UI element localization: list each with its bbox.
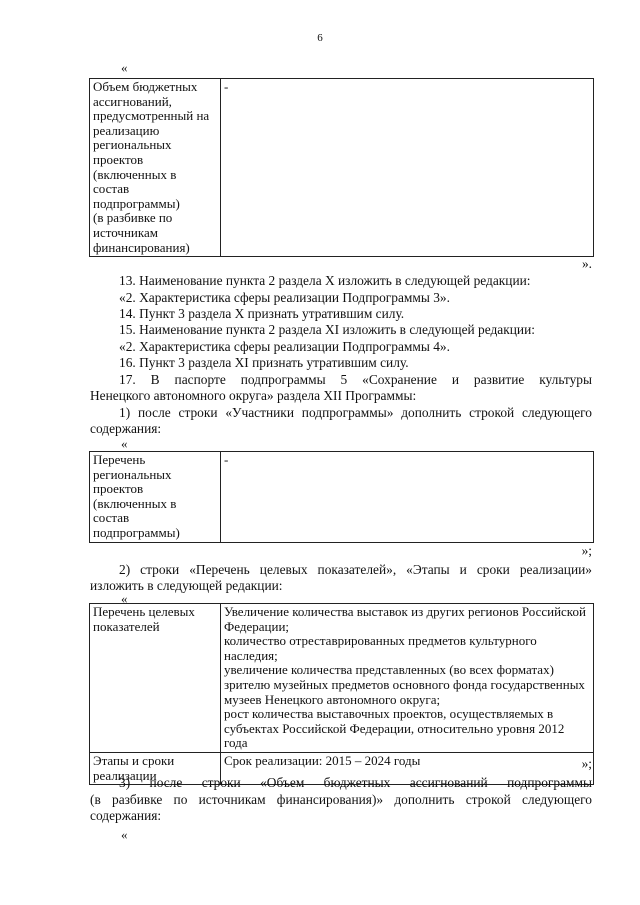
paragraph-14: 14. Пункт 3 раздела X признать утратившим силу.	[119, 306, 405, 321]
table1-right-cell: -	[221, 79, 594, 257]
table1-line: реализацию	[93, 122, 160, 138]
paragraph-13: 13. Наименование пункта 2 раздела X изложить в следующей редакции:	[119, 273, 531, 288]
table1-line: подпрограммы)	[93, 195, 180, 211]
table3-row1-left-cell	[90, 604, 221, 753]
table1-line: ассигнований,	[93, 93, 172, 109]
table3-line: Перечень целевых	[93, 604, 195, 619]
table2-line: (включенных в	[93, 495, 177, 511]
item-3-line1: 3) после строки «Объем бюджетных ассигнований подпрограммы	[119, 775, 592, 790]
table2-line: состав	[93, 510, 130, 526]
item-1-line1: 1) после строки «Участники подпрограммы» дополнить строкой следующего	[119, 405, 592, 420]
table1-line: источникам	[93, 224, 158, 240]
table1-left-cell	[90, 79, 221, 257]
indicator-line: Федерации;	[224, 618, 290, 634]
page-number: 6	[317, 32, 323, 44]
close-quote-1: ».	[581, 256, 592, 271]
item-3-line2: (в разбивке по источникам финансирования)» дополнить строкой следующего	[90, 792, 592, 807]
paragraph-17-line1: 17. В паспорте подпрограммы 5 «Сохранение и развитие культуры	[119, 372, 592, 387]
indicator-line: музеев Ненецкого автономного округа;	[224, 691, 441, 707]
table3-row1-right-cell	[221, 604, 594, 753]
indicator-line: Увеличение количества выставок из других регионов Российской	[224, 604, 586, 619]
table1-line: состав	[93, 181, 130, 197]
table2-left-cell	[90, 452, 221, 543]
paragraph-17-line2: Ненецкого автономного округа» раздела XII Программы:	[90, 388, 417, 403]
table-budget-allocations	[89, 78, 594, 257]
paragraph-13-text: «2. Характеристика сферы реализации Подпрограммы 3».	[119, 290, 450, 305]
table-row	[90, 604, 594, 753]
table1-line: (в разбивке по	[93, 210, 173, 226]
paragraph-16: 16. Пункт 3 раздела XI признать утратившим силу.	[119, 355, 409, 370]
open-quote-1: «	[121, 60, 128, 75]
indicator-line: количество отреставрированных предметов культурного наследия;	[224, 633, 537, 663]
table1-line: финансирования)	[93, 239, 190, 255]
table2-line: Перечень	[93, 452, 146, 467]
table1-line: проектов	[93, 151, 144, 167]
item-2-line1: 2) строки «Перечень целевых показателей», «Этапы и сроки реализации»	[119, 562, 592, 577]
close-quote-3: »;	[581, 756, 592, 771]
table1-line: Объем бюджетных	[93, 79, 198, 94]
table3-row2-right-cell: Срок реализации: 2015 – 2024 годы	[221, 752, 594, 784]
open-quote-4: «	[121, 827, 128, 842]
indicator-line: увеличение количества представленных (во всех форматах)	[224, 662, 554, 678]
table3-line: реализации	[93, 767, 157, 783]
indicator-line: субъектах Российской Федерации, относительно уровня 2012 года	[224, 720, 565, 751]
table3-line: Этапы и сроки	[93, 752, 175, 768]
item-1-line2: содержания:	[90, 421, 162, 436]
table-regional-projects	[89, 451, 594, 543]
item-3-line3: содержания:	[90, 808, 162, 823]
indicator-line: зрителю музейных предметов основного фонда государственных	[224, 676, 585, 692]
item-2-line2: изложить в следующей редакции:	[90, 578, 283, 593]
table2-line: подпрограммы)	[93, 524, 180, 540]
indicator-line: рост количества выставочных проектов, осуществляемых в	[224, 706, 554, 722]
table2-line: проектов	[93, 481, 144, 497]
table2-right-cell: -	[221, 452, 594, 543]
table1-line: предусмотренный на	[93, 108, 210, 124]
close-quote-2: »;	[581, 543, 592, 558]
open-quote-3: «	[121, 591, 128, 606]
table-row	[90, 452, 594, 543]
table2-line: региональных	[93, 466, 172, 482]
table3-line: показателей	[93, 618, 160, 634]
open-quote-2: «	[121, 436, 128, 451]
paragraph-15-text: «2. Характеристика сферы реализации Подпрограммы 4».	[119, 339, 450, 354]
table1-line: региональных	[93, 137, 172, 153]
table-row	[90, 79, 594, 257]
table-target-indicators	[89, 603, 594, 785]
paragraph-15: 15. Наименование пункта 2 раздела XI изложить в следующей редакции:	[119, 322, 535, 337]
table1-line: (включенных в	[93, 166, 177, 182]
